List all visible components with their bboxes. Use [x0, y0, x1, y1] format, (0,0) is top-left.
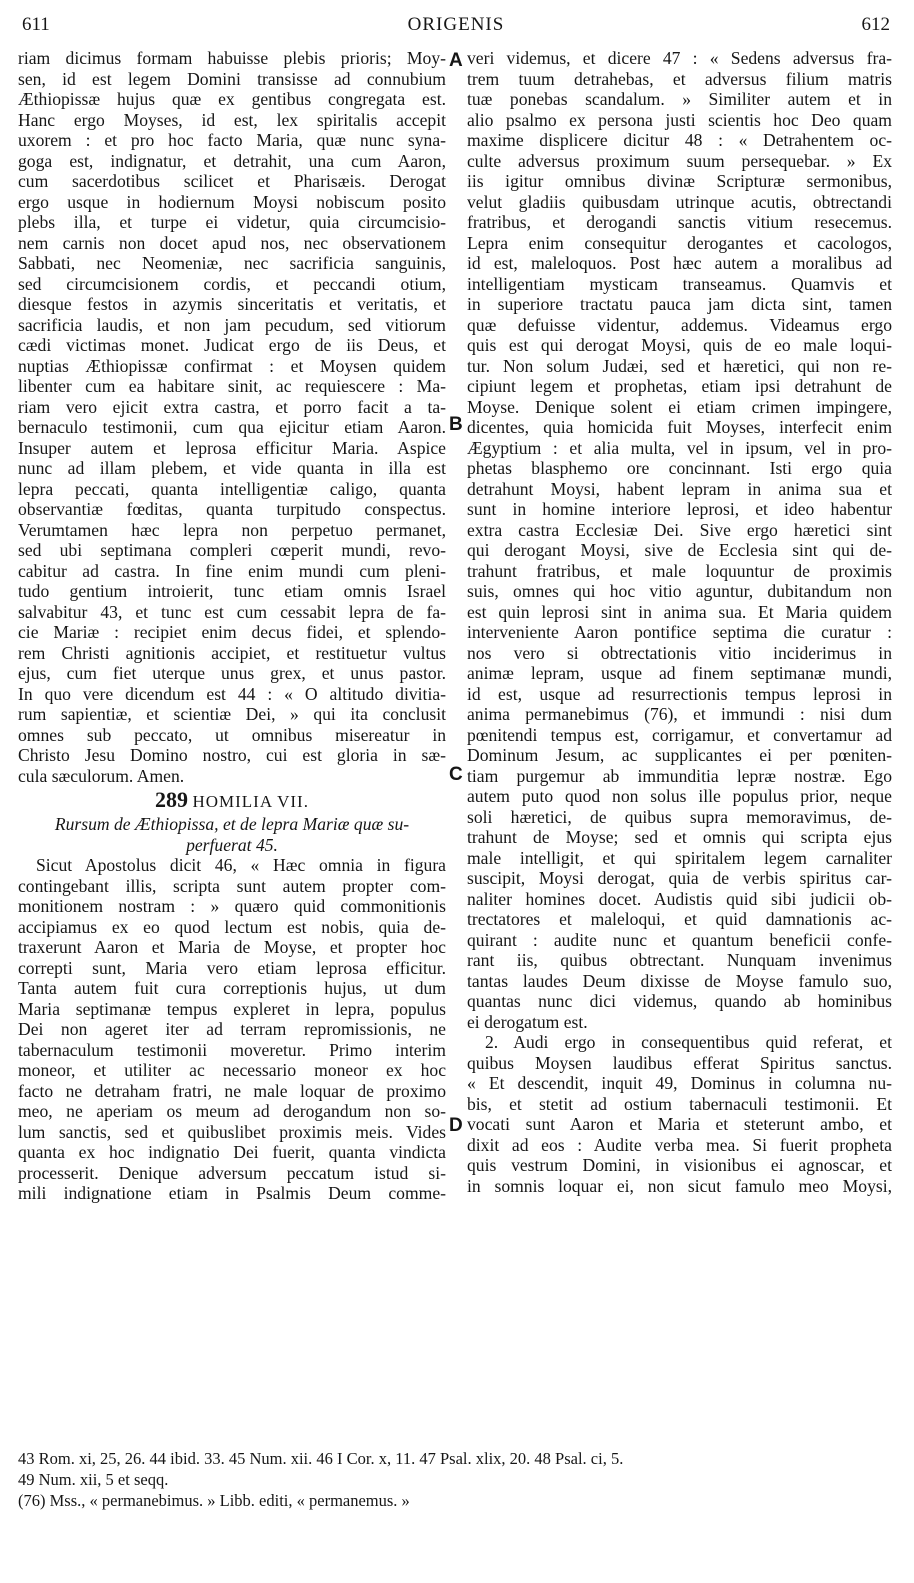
text-line: Christo Jesu Domino nostro, cui est gloria in sæ-	[18, 745, 446, 765]
margin-letter-b: B	[449, 414, 463, 435]
text-line: Dei non ageret iter ad terram repromissionis, ne	[18, 1019, 446, 1039]
text-line: bernaculo testimonii, cum qua ejicitur etiam Aaron.	[18, 417, 446, 437]
text-line: Maria septimanæ tempus expleret in lepra, populus	[18, 998, 446, 1019]
text-line: plebs illa, et turpe ei videtur, quia circumcisio-	[18, 212, 446, 232]
text-line: sen, id est legem Domini transisse ad connubium	[18, 68, 446, 89]
text-line: animæ lepram, usque ad finem septimanæ mundi,	[467, 663, 892, 683]
text-line: vocati sunt Aaron et Maria et steterunt ambo, et	[467, 1114, 892, 1134]
text-line: iis igitur omnibus divinæ Scripturæ sermonibus,	[467, 171, 892, 191]
text-line: Æthiopissæ hujus quæ ex gentibus congregata est.	[18, 89, 446, 109]
text-line: correpti sunt, Maria vero etiam leprosa efficitur.	[18, 957, 446, 978]
footnotes	[18, 1448, 892, 1511]
text-line: trahunt de Moyse; sed et omnis qui scripta ejus	[467, 827, 892, 847]
text-line: Dominum Jesum, ac supplicantes ei per pœniten-	[467, 745, 892, 765]
text-line: cabitur ad castra. In fine enim mundi cum pleni-	[18, 560, 446, 581]
text-line: 2. Audi ergo in consequentibus quid referat, et	[485, 1032, 892, 1052]
text-line: moneor, et utiliter ac necessario moneor ex hoc	[18, 1060, 446, 1080]
text-line: rum sapientiæ, et scientiæ Dei, » qui ita conclusit	[18, 704, 446, 724]
text-line: intelligentiam mysticam transeamus. Quamvis et	[467, 273, 892, 294]
text-line: suis, omnes qui hoc vitio aguntur, dubitandum non	[467, 581, 892, 601]
text-line: quanta ex hoc indignatio Dei fuerit, quanta vindicta	[18, 1142, 446, 1162]
text-line: lum sanctis, sed et quibuslibet proximis meis. Vides	[18, 1121, 446, 1142]
text-line: monitionem nostram : » quæro quid commonitionis	[18, 896, 446, 916]
text-line: observantiæ fœditas, quanta turpitudo conspectus.	[18, 499, 446, 519]
left-text-block	[18, 48, 446, 786]
text-line: anima permanebimus (76), et immundi : nisi dum	[467, 704, 892, 724]
text-line: id est, maleloquos. Post hæc autem a moralibus ad	[467, 253, 892, 273]
text-line: « Et descendit, inquit 49, Dominus in columna nu-	[467, 1073, 892, 1093]
text-line: tantas laudes Deum dixisse de Moyse famulo suo,	[467, 970, 892, 991]
text-line: nem carnis non docet apud nos, nec observationem	[18, 232, 446, 253]
text-line: sed ubi septimana compleri cœperit mundi, revo-	[18, 540, 446, 560]
text-line: dixit ad eos : Audite verba mea. Si fuerit propheta	[467, 1134, 892, 1155]
text-line: cædi victimas monet. Judicat ergo de iis Deus, et	[18, 335, 446, 355]
page-number-right: 612	[861, 14, 890, 35]
text-line: Hanc ergo Moyses, id est, lex spiritalis accepit	[18, 109, 446, 130]
text-line: salvabitur 43, et tunc est cum cessabit lepra de fa-	[18, 601, 446, 622]
text-line: In quo vere dicendum est 44 : « O altitudo divitia-	[18, 683, 446, 704]
text-line: maxime displicere dicitur 48 : « Detrahentem oc-	[467, 130, 892, 150]
homily-subtitle	[18, 814, 446, 855]
left-text-block-2	[18, 855, 446, 1204]
text-line: Tanta autem fuit cura correptionis hujus, ut dum	[18, 978, 446, 998]
text-line: alio psalmo ex persona justi scientis hoc Deo quam	[467, 109, 892, 130]
text-line: traxerunt Aaron et Maria de Moyse, et propter hoc	[18, 937, 446, 957]
page-header	[22, 14, 890, 42]
text-line: interveniente Aaron pontifice septima die curatur :	[467, 622, 892, 642]
text-line: Ægyptium : et alia multa, vel in ipsum, vel in pro-	[467, 437, 892, 458]
text-line: phetas blasphemo ore concinnant. Isti ergo quia	[467, 458, 892, 478]
text-line: fratribus, et derogandi sanctis vitium resecemus.	[467, 212, 892, 232]
footnote-line: 43 Rom. xi, 25, 26. 44 ibid. 33. 45 Num. xii. 46 I Cor. x, 11. 47 Psal. xlix, 20. 48 Psal. ci, 5.	[18, 1449, 624, 1468]
text-line: omnes sub peccato, ut omnibus misereatur in	[18, 724, 446, 745]
text-line: qui derogant Moysi, sive de Ecclesia sint qui de-	[467, 540, 892, 560]
text-line: tiam purgemur ab immunditia lepræ nostræ. Ego	[467, 765, 892, 786]
text-line: velut gladiis quibusdam utrinque acutis, obtrectandi	[467, 191, 892, 212]
text-line: riam vero ejicit extra castra, et porro facit a ta-	[18, 396, 446, 417]
text-line: veri videmus, et dicere 47 : « Sedens adversus fra-	[467, 48, 892, 68]
text-line: naliter homines docet. Audistis quid sibi judicii ob-	[467, 888, 892, 909]
text-line: riam dicimus formam habuisse plebis prioris; Moy-	[18, 48, 446, 68]
text-line: pœnitendi tempus est, corrigamur, et convertamur ad	[467, 724, 892, 745]
running-title: ORIGENIS	[407, 14, 505, 35]
text-line: rem Christi agnitionis accipiet, et restituetur vultus	[18, 642, 446, 663]
text-line: trem tuum detrahebas, et adversus filium matris	[467, 68, 892, 89]
text-line: lepra peccati, quanta intelligentiæ caligo, quanta	[18, 478, 446, 499]
right-text-block	[467, 48, 892, 1196]
text-line: Lepra enim consequitur derogantes et cacologos,	[467, 232, 892, 253]
text-line: nunc ad illam plebem, et vide quanta in illa est	[18, 458, 446, 478]
text-line: quis est qui derogat Moysi, quis de eo male loqui-	[467, 335, 892, 355]
text-line: quis vestrum Domini, in visionibus ei agnoscar, et	[467, 1155, 892, 1175]
text-line: contingebant illis, scripta sunt autem propter com-	[18, 875, 446, 896]
text-line: meo, ne aperiam os meum ad derogandum non so-	[18, 1101, 446, 1121]
text-line: accipiamus ex eo quod lectum est nobis, quia de-	[18, 916, 446, 937]
margin-letter-c: C	[449, 764, 463, 785]
text-line: in superiore tractatu pauca jam dicta sint, tamen	[467, 294, 892, 314]
text-line: autem puto quod non solus ille populus prior, neque	[467, 786, 892, 806]
text-line: ei derogatum est.	[467, 1011, 588, 1032]
text-line: tudo gentium introierit, tunc etiam omnis Israel	[18, 581, 446, 601]
text-line: quæ defuisse videntur, addemus. Videamus ergo	[467, 314, 892, 335]
text-line: in somnis loquar ei, non sicut famulo meo Moysi,	[467, 1175, 892, 1196]
margin-letter-a: A	[449, 50, 463, 71]
text-line: cie Mariæ : recipiet enim decus fidei, et splendo-	[18, 622, 446, 642]
margin-letter-d: D	[449, 1115, 463, 1136]
text-line: culte adversus proximum suum persequebar. » Ex	[467, 150, 892, 171]
text-line: bis, et stetit ad ostium tabernaculi testimonii. Et	[467, 1093, 892, 1114]
text-line: sed circumcisionem cordis, et peccandi otium,	[18, 273, 446, 294]
text-line: diesque festos in azymis sinceritatis et veritatis, et	[18, 294, 446, 314]
page-number-left: 611	[22, 14, 50, 35]
homily-title: HOMILIA VII.	[192, 792, 309, 811]
text-line: Verumtamen hæc lepra non perpetuo permanet,	[18, 519, 446, 540]
text-line: perfuerat 45.	[186, 834, 278, 855]
text-line: uxorem : et pro hoc facto Maria, quæ nunc syna-	[18, 130, 446, 150]
text-line: est quin leprosi sint in anima sua. Et Maria quidem	[467, 601, 892, 622]
text-line: processerit. Denique adversum peccatum istud si-	[18, 1162, 446, 1183]
text-line: ergo usque in hodiernum Moysi nobiscum posito	[18, 191, 446, 212]
text-line: quibus Moysen laudibus efferat Spiritus sanctus.	[467, 1052, 892, 1073]
text-line: male intelligit, et qui spiritalem legem carnaliter	[467, 847, 892, 868]
text-line: Moyse. Denique solent ei etiam crimen impingere,	[467, 396, 892, 417]
text-line: nuptias Æthiopissæ confirmat : et Moysen quidem	[18, 355, 446, 376]
text-line: cula sæculorum. Amen.	[18, 765, 185, 786]
text-line: Insuper autem et leprosa efficitur Maria. Aspice	[18, 437, 446, 458]
text-line: Sicut Apostolus dicit 46, « Hæc omnia in figura	[36, 855, 446, 875]
left-column	[18, 48, 446, 1204]
text-line: tur. Non solum Judæi, sed et hæretici, qui non re-	[467, 355, 892, 376]
text-line: rant iis, quibus obtrectant. Nunquam invenimus	[467, 950, 892, 970]
text-line: goga est, indignatur, et detrahit, una cum Aaron,	[18, 150, 446, 171]
text-line: cum sacerdotibus scilicet et Pharisæis. Derogat	[18, 171, 446, 191]
text-line: sacrificia laudis, et non jam pecudum, sed vitiorum	[18, 314, 446, 335]
text-line: Sabbati, nec Neomeniæ, nec sacrificia sanguinis,	[18, 253, 446, 273]
text-line: ejus, cum fiet uterque unus grex, et unus pastor.	[18, 663, 446, 683]
text-line: mili indignatione etiam in Psalmis Deum comme-	[18, 1183, 446, 1203]
footnote-line: 49 Num. xii, 5 et seqq.	[18, 1470, 169, 1489]
text-line: libenter cum ea habitare sinit, ac requiescere : Ma-	[18, 376, 446, 396]
text-line: facto ne detraham fratri, ne male loquar de proximo	[18, 1080, 446, 1101]
homily-number: 289	[155, 787, 189, 812]
right-column	[467, 48, 892, 1196]
text-line: trahunt fratribus, et male loquuntur de proximis	[467, 560, 892, 581]
text-line: extra castra Ecclesiæ Dei. Sive ergo hæretici sint	[467, 519, 892, 540]
text-line: quirant : audite nunc et quantum beneficii confe-	[467, 929, 892, 950]
homily-heading	[18, 787, 446, 814]
text-line: sunt in homine interiore leprosi, et ideo habentur	[467, 499, 892, 519]
text-line: tabernaculum testimonii moveretur. Primo interim	[18, 1039, 446, 1060]
text-line: Rursum de Æthiopissa, et de lepra Mariæ quæ su-	[54, 814, 410, 834]
text-line: dicentes, quia homicida fuit Moyses, interfecit enim	[467, 417, 892, 437]
footnote-line: (76) Mss., « permanebimus. » Libb. editi, « permanemus. »	[18, 1491, 410, 1510]
text-line: nos vero si obtrectationis vitio inciderimus in	[467, 642, 892, 663]
text-line: cipiunt legem et prophetas, etiam ipsi detrahunt de	[467, 376, 892, 396]
text-line: quantas nunc dici videmus, quando ab hominibus	[467, 991, 892, 1011]
text-line: soli hæretici, de quibus supra memoravimus, de-	[467, 806, 892, 827]
text-line: detrahunt Moysi, habent lepram in anima sua et	[467, 478, 892, 499]
text-line: trectatores et maleloqui, et quid damnationis ac-	[467, 909, 892, 929]
text-line: tuæ ponebas scandalum. » Similiter autem et in	[467, 89, 892, 109]
text-line: suscipit, Moysi derogat, quia de verbis spiritus car-	[467, 868, 892, 888]
text-line: id est, usque ad resurrectionis tempus leprosi in	[467, 683, 892, 704]
